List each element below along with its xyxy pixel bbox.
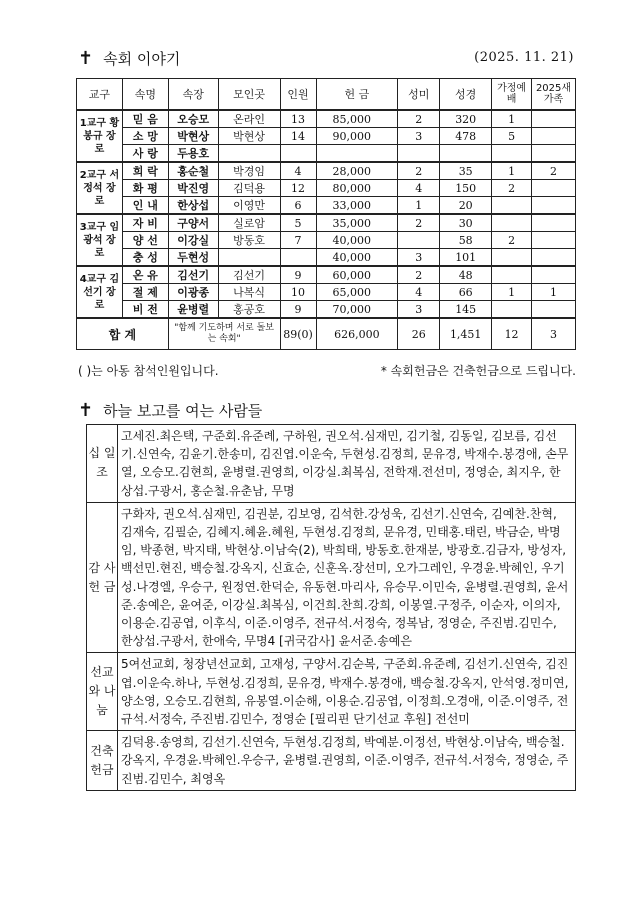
leader-cell: 구양서 (168, 214, 218, 232)
table-header-row (77, 79, 576, 111)
place-cell: 김덕용 (218, 180, 280, 197)
table-row (77, 214, 576, 232)
total-row (77, 318, 576, 350)
sungyeong-cell: 58 (440, 232, 492, 249)
people-cell (280, 249, 316, 267)
offering-cell (316, 145, 398, 163)
place-cell: 홍공호 (218, 301, 280, 319)
newfamily-cell (532, 266, 576, 284)
offering-cell: 90,000 (316, 128, 398, 145)
table-row (77, 232, 576, 249)
cross-icon: ✝ (78, 400, 94, 421)
header-people: 인원 (280, 79, 316, 111)
people-cell: 5 (280, 214, 316, 232)
sungyeong-cell: 320 (440, 110, 492, 128)
total-sungyeong: 1,451 (440, 318, 492, 350)
leader-cell: 박진영 (168, 180, 218, 197)
family-cell (492, 249, 532, 267)
table-row (77, 197, 576, 215)
attendance-table (76, 78, 576, 350)
header-sungyeong: 성경 (440, 79, 492, 111)
total-newfamily: 3 (532, 318, 576, 350)
offering-cell: 85,000 (316, 110, 398, 128)
name-cell: 자 비 (122, 214, 168, 232)
name-cell: 믿 음 (122, 110, 168, 128)
givers-table (86, 424, 576, 791)
sungyeong-cell: 66 (440, 284, 492, 301)
offering-cell: 70,000 (316, 301, 398, 319)
offering-cell: 40,000 (316, 232, 398, 249)
givers-body (87, 425, 576, 791)
people-cell: 13 (280, 110, 316, 128)
giver-names: 김덕용.송영희, 김선기.신연숙, 두현성.김정희, 박예분.이정선, 박현상.이남숙, 백승철.강옥지, 우경윤.박혜인.우승구, 윤병렬.권영희, 이준.이영주, 전규석.서정숙, 정영순, 주진범.김민수, 최영옥 (118, 731, 576, 791)
bible-cell (398, 145, 440, 163)
offering-cell: 60,000 (316, 266, 398, 284)
offering-cell: 65,000 (316, 284, 398, 301)
section-title-givers: 하늘 보고를 여는 사람들 (103, 402, 263, 420)
giver-category: 선교 와 나눔 (87, 653, 118, 731)
newfamily-cell (532, 249, 576, 267)
name-cell: 충 성 (122, 249, 168, 267)
bible-cell: 2 (398, 162, 440, 180)
giver-category: 감 사 헌 금 (87, 502, 118, 653)
people-cell: 9 (280, 301, 316, 319)
name-cell: 비 전 (122, 301, 168, 319)
leader-cell: 오승모 (168, 110, 218, 128)
family-cell: 5 (492, 128, 532, 145)
header-name: 속명 (122, 79, 168, 111)
bible-cell: 1 (398, 197, 440, 215)
bible-cell: 3 (398, 301, 440, 319)
total-people: 89(0) (280, 318, 316, 350)
offering-cell: 28,000 (316, 162, 398, 180)
offering-cell: 35,000 (316, 214, 398, 232)
place-cell: 박경임 (218, 162, 280, 180)
sungyeong-cell (440, 145, 492, 163)
family-cell: 1 (492, 284, 532, 301)
giver-names: 구화자, 권오석.심재민, 김권분, 김보영, 김석한.강성욱, 김선기.신연숙, 김예찬.찬혁, 김재숙, 김필순, 김혜지.혜윤.혜원, 두현성.김정희, 문유경, 민태홍.태린, 박금순, 박명임, 박종현, 박지태, 박현상.이남숙(2), 박희태, 방동호.한재분, 방광호.김금자, 방성자, 백선민.현진, 백승철.강옥지, 신효순, 신훈옥.장선미, 오가그레인, 우경윤.박혜인, 우기성.나경엘, 우승구, 원정연.한덕순, 유동현.마리사, 유승무.이민숙, 윤병렬.권영희, 윤서준.송예은, 윤여준, 이강실.최복심, 이건희.찬희.강희, 이봉열.구정주, 이순자, 이의자, 이용순.김공엽, 이후식, 이준.이영주, 전규석.서정숙, 정복남, 정영순, 주진범.김민수, 한상섭.구광서, 한애숙, 무명4 [귀국감사] 윤서준.송예은 (118, 502, 576, 653)
giver-names: 고세진.최은택, 구준회.유준례, 구하원, 권오석.심재민, 김기철, 김동일, 김보름, 김선기.신연숙, 김윤기.한송미, 김진엽.이운숙, 두현성.김정희, 문유경, 박재수.봉경애, 손무열, 오승모.김현희, 윤병렬.권영희, 이강실.최복심, 전학재.전선미, 정영순, 최지우, 한상섭.구광서, 홍순철.유춘남, 무명 (118, 425, 576, 503)
name-cell: 양 선 (122, 232, 168, 249)
table-row (77, 266, 576, 284)
header-district: 교구 (77, 79, 123, 111)
people-cell: 9 (280, 266, 316, 284)
sungyeong-cell: 35 (440, 162, 492, 180)
leader-cell: 윤병렬 (168, 301, 218, 319)
name-cell: 인 내 (122, 197, 168, 215)
family-cell (492, 301, 532, 319)
offering-cell: 80,000 (316, 180, 398, 197)
family-cell: 2 (492, 180, 532, 197)
district-cell: 2교구 서정석 장로 (77, 162, 123, 214)
name-cell: 희 락 (122, 162, 168, 180)
header-bible: 성미 (398, 79, 440, 111)
people-cell: 10 (280, 284, 316, 301)
place-cell (218, 145, 280, 163)
family-cell: 1 (492, 110, 532, 128)
section-header-givers (78, 400, 262, 421)
family-cell (492, 197, 532, 215)
place-cell: 방동호 (218, 232, 280, 249)
giver-names: 5여선교회, 청장년선교회, 고재성, 구양서.김순복, 구준회.유준례, 김선기.신연숙, 김진엽.이운숙.하나, 두현성.김정희, 문유경, 박재수.봉경애, 백승철.강옥지, 안석영.정미연, 양소영, 오승모.김현희, 유봉열.이순해, 이용순.김공엽, 이정희.오경애, 이준.이영주, 전규석.서정숙, 주진범.김민수, 정영순 [필리핀 단기선교 후원] 전선미 (118, 653, 576, 731)
total-offering: 626,000 (316, 318, 398, 350)
sungyeong-cell: 20 (440, 197, 492, 215)
header-offering: 헌 금 (316, 79, 398, 111)
table-row (77, 145, 576, 163)
district-cell: 4교구 김선기 장로 (77, 266, 123, 318)
place-cell (218, 249, 280, 267)
people-cell: 4 (280, 162, 316, 180)
family-cell (492, 266, 532, 284)
total-slogan: "함께 기도하며 서로 돌보는 속회" (168, 318, 280, 350)
place-cell: 나복식 (218, 284, 280, 301)
people-cell: 7 (280, 232, 316, 249)
table-row (77, 128, 576, 145)
name-cell: 온 유 (122, 266, 168, 284)
name-cell: 절 제 (122, 284, 168, 301)
newfamily-cell (532, 214, 576, 232)
child-count-note: ( )는 아동 참석인원입니다. (78, 364, 219, 378)
bible-cell: 2 (398, 266, 440, 284)
table-row (77, 249, 576, 267)
bible-cell: 3 (398, 128, 440, 145)
place-cell: 이영만 (218, 197, 280, 215)
table-row (77, 284, 576, 301)
people-cell: 12 (280, 180, 316, 197)
newfamily-cell: 2 (532, 162, 576, 180)
table-row (77, 110, 576, 128)
name-cell: 화 평 (122, 180, 168, 197)
sungyeong-cell: 478 (440, 128, 492, 145)
leader-cell: 두현성 (168, 249, 218, 267)
offering-note: * 속회헌금은 건축헌금으로 드립니다. (380, 364, 576, 378)
giver-row (87, 653, 576, 731)
family-cell: 1 (492, 162, 532, 180)
table-row (77, 180, 576, 197)
newfamily-cell: 1 (532, 284, 576, 301)
leader-cell: 박현상 (168, 128, 218, 145)
table-row (77, 301, 576, 319)
sungyeong-cell: 101 (440, 249, 492, 267)
sungyeong-cell: 48 (440, 266, 492, 284)
leader-cell: 이광종 (168, 284, 218, 301)
newfamily-cell (532, 110, 576, 128)
bible-cell: 4 (398, 284, 440, 301)
bible-cell: 3 (398, 249, 440, 267)
people-cell: 6 (280, 197, 316, 215)
people-cell (280, 145, 316, 163)
newfamily-cell (532, 180, 576, 197)
people-cell: 14 (280, 128, 316, 145)
giver-row (87, 502, 576, 653)
section-title-meeting: 속회 이야기 (103, 50, 181, 68)
name-cell: 사 랑 (122, 145, 168, 163)
bible-cell: 2 (398, 214, 440, 232)
place-cell: 김선기 (218, 266, 280, 284)
offering-cell: 40,000 (316, 249, 398, 267)
header-new-family: 2025새가족 (532, 79, 576, 111)
cross-icon: ✝ (78, 48, 94, 69)
giver-row (87, 425, 576, 503)
sungyeong-cell: 150 (440, 180, 492, 197)
section-header-meeting (78, 48, 180, 69)
bible-cell (398, 232, 440, 249)
name-cell: 소 망 (122, 128, 168, 145)
district-cell: 1교구 황봉규 장로 (77, 110, 123, 162)
family-cell (492, 145, 532, 163)
header-place: 모인곳 (218, 79, 280, 111)
newfamily-cell (532, 128, 576, 145)
newfamily-cell (532, 232, 576, 249)
newfamily-cell (532, 197, 576, 215)
offering-cell: 33,000 (316, 197, 398, 215)
table-row (77, 162, 576, 180)
header-family-worship: 가정예배 (492, 79, 532, 111)
total-family: 12 (492, 318, 532, 350)
family-cell (492, 214, 532, 232)
newfamily-cell (532, 145, 576, 163)
newfamily-cell (532, 301, 576, 319)
giver-category: 건축 헌금 (87, 731, 118, 791)
total-bible: 26 (398, 318, 440, 350)
sungyeong-cell: 145 (440, 301, 492, 319)
giver-category: 십 일 조 (87, 425, 118, 503)
leader-cell: 이강실 (168, 232, 218, 249)
place-cell: 박현상 (218, 128, 280, 145)
leader-cell: 한상섭 (168, 197, 218, 215)
district-cell: 3교구 임광석 장로 (77, 214, 123, 266)
place-cell: 실로암 (218, 214, 280, 232)
giver-row (87, 731, 576, 791)
bible-cell: 4 (398, 180, 440, 197)
leader-cell: 김선기 (168, 266, 218, 284)
leader-cell: 두용호 (168, 145, 218, 163)
place-cell: 온라인 (218, 110, 280, 128)
leader-cell: 홍순철 (168, 162, 218, 180)
bible-cell: 2 (398, 110, 440, 128)
header-leader: 속장 (168, 79, 218, 111)
attendance-body (77, 110, 576, 350)
total-label: 합 계 (77, 318, 169, 350)
family-cell: 2 (492, 232, 532, 249)
sungyeong-cell: 30 (440, 214, 492, 232)
report-date: (2025. 11. 21) (474, 50, 574, 65)
